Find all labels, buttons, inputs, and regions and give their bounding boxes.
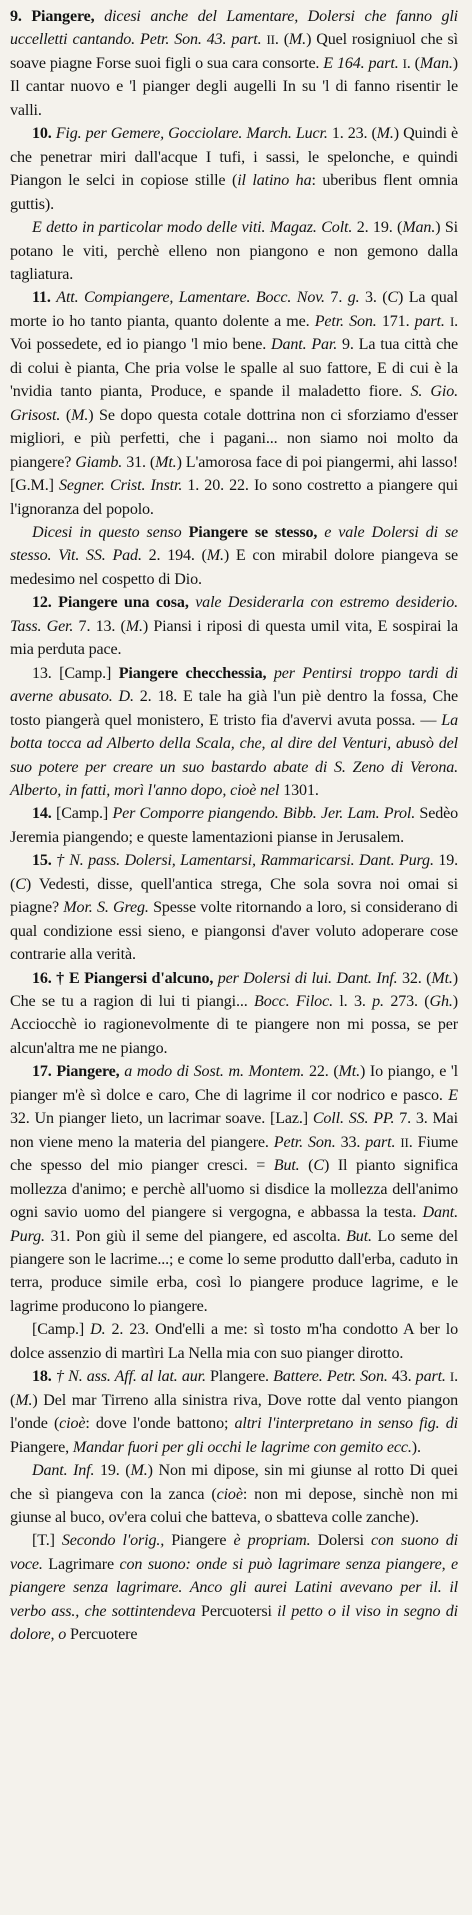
text-run: 33. [340, 1133, 366, 1151]
text-run: part. [414, 312, 450, 330]
text-run: : dove l'onde battono; [85, 1415, 235, 1433]
text-run: 12. Piangere una cosa, [32, 594, 196, 612]
text-run: Mt. [431, 969, 453, 987]
text-run: . Fiume che spesso del mio pianger cresci. = [10, 1133, 462, 1175]
text-run: ) Quindi è che penetrar miri dall'acque I tufi, i sassi, le spelonche, e quindi Piangon le selci in copiose stille ( [10, 125, 462, 190]
text-run: I [402, 55, 407, 71]
text-run: Petr. Son. [314, 312, 382, 330]
text-run: Dicesi in questo senso [32, 523, 189, 541]
text-run: . ( [274, 31, 289, 49]
text-run: part. [365, 1133, 401, 1151]
text-run: I [449, 313, 455, 329]
text-run: 10. [32, 125, 56, 143]
text-run: ) Io piango, e 'l pianger m'è sì dolce e caro, Che di lagrime il cor nodrico e pasco. [10, 1063, 462, 1104]
text-run: 22. ( [308, 1063, 339, 1081]
text-run: è propriam. [233, 1532, 318, 1550]
text-run: Man. [402, 219, 436, 237]
text-run: : non mi depose, sinchè non mi giunse al buco, ov'era colui che batteva, o sbatteva colle zanche). [10, 1485, 462, 1526]
text-run: M. [206, 547, 224, 565]
entry-section [10, 802, 462, 849]
text-run: ( [299, 1157, 314, 1175]
text-run: 9. La tua città che di colui è pianta, Che pria volse le spalle al suo fattore, E di cui è la 'nvidia tanto pianta, Produce, e spande il maladetto fiore. [10, 336, 462, 401]
entry-section [10, 591, 462, 661]
text-run: Percuotersi [201, 1602, 278, 1620]
text-run: M. [376, 125, 394, 143]
text-run: a modo di Sost. m. Montem. [124, 1063, 309, 1081]
text-run: Plangere. [209, 1368, 274, 1386]
text-run: Giamb. [75, 453, 123, 471]
entry-section [10, 1060, 462, 1318]
text-run: 2. 18. E tale ha già l'un piè dentro la fossa, Che tosto piangerà quel monistero, E tristo fia d'avervi avuta possa. — [10, 688, 462, 729]
text-run: [Camp.] [55, 805, 113, 823]
text-run: ). [411, 1438, 421, 1456]
text-run: Gh. [429, 993, 453, 1011]
text-run: M. [15, 1391, 33, 1409]
text-run: 19. ( [10, 852, 462, 893]
text-run: . ( [10, 1368, 462, 1409]
text-run: 13. [Camp.] [32, 664, 119, 682]
entry-section [10, 967, 462, 1061]
entry-section [10, 849, 462, 966]
text-run: Battere. Petr. Son. [273, 1368, 392, 1386]
text-run: cioè [216, 1485, 243, 1503]
entry-section [10, 1365, 462, 1459]
text-run: Mor. S. Greg. [63, 899, 149, 917]
text-run: . Voi possedete, ed io piango 'l mio bene. [10, 312, 462, 354]
text-run: II [266, 32, 275, 48]
text-run: per Dolersi di lui. Dant. Inf. [217, 969, 402, 987]
text-run: Piangere, [10, 1438, 73, 1456]
text-run: ) Il pianto significa mollezza d'animo; e perchè all'uomo si disdice la mollezza dell'animo ogni savio uomo del piangere si vergogna, e abbassa la testa. [10, 1157, 462, 1222]
text-run: 32. Un pianger lieto, un lacrimar soave. [Laz.] [10, 1110, 313, 1128]
text-run: . ( [406, 54, 420, 72]
text-run: Mt. [338, 1063, 360, 1081]
text-run: ) E con mirabil dolore piangeva se medesimo nel cospetto di Dio. [10, 547, 462, 588]
text-run: con suono: onde si può lagrimare senza piangere, e piangere senza lagrimare. Anco gli aurei Latini avevano per il. il verbo ass., che sottintendeva [10, 1555, 462, 1620]
text-run: S. Gio. Grisost. [10, 383, 462, 424]
text-run: [Camp.] [32, 1321, 91, 1339]
text-run: But. [273, 1157, 300, 1175]
text-run: E detto in particolar modo delle viti. Magaz. Colt. [32, 219, 357, 237]
text-run: dicesi anche del Lamentare, Dolersi che fanno gli uccelletti cantando. Petr. Son. 43. part. [10, 8, 462, 49]
text-run: † N. ass. Aff. al lat. aur. [55, 1368, 210, 1386]
text-run: 2. 194. ( [148, 547, 207, 565]
text-run: Secondo l'orig., [61, 1532, 172, 1550]
text-run: M. [130, 1462, 148, 1480]
text-run: ) Piansi i riposi di questa umil vita, E sospirai la mia perduta pace. [10, 617, 462, 659]
text-run: altri l'interpretano in senso fig. di [234, 1415, 462, 1433]
text-run: 2. 19. ( [356, 219, 403, 237]
text-run: Sedèo Jeremia piangendo; e queste lamentazioni pianse in Jerusalem. [10, 805, 462, 846]
text-run: cioè [59, 1415, 86, 1433]
entry-section [10, 216, 462, 286]
text-run: 171. [381, 312, 415, 330]
text-run: Dant. Par. [271, 336, 343, 354]
text-run: 7. 3. Mai non viene meno la materia del piangere. [10, 1110, 462, 1151]
text-run: 32. ( [402, 969, 432, 987]
text-run: ) Non mi dipose, sin mi giunse al rotto Di quei che sì piangeva con la zanca ( [10, 1462, 462, 1503]
text-run: Piangere se stesso, [188, 523, 325, 541]
text-run: p. [372, 993, 391, 1011]
text-run: C [387, 289, 399, 307]
text-run: ) Se dopo questa cotale dottrina non ci sforziamo d'esser migliori, e più perfetti, che i pagani... non siamo noi molto da piangere? [10, 406, 462, 471]
text-run: 273. ( [390, 993, 430, 1011]
text-run: Spesse volte ritornando a loro, si considerano di qual condizione essi sieno, e piangonsi d'aver voluto adoperare cose contrarie alla verità. [10, 899, 462, 964]
text-run: l. 3. [339, 993, 373, 1011]
text-run: † N. pass. Dolersi, Lamentarsi, Rammaricarsi. Dant. Purg. [56, 852, 439, 870]
text-run: Coll. SS. PP. [312, 1110, 400, 1128]
text-run: per Pentirsi troppo tardi di averne abusato. D. [10, 664, 462, 706]
text-run: ) Quel rosigniuol che sì soave piagne Forse suoi figli o sua cara consorte. [10, 31, 462, 72]
text-run: il petto o il viso in segno di dolore, o [10, 1602, 462, 1644]
text-run: ) La qual morte io ho tanto pianta, quanto dolente a me. [10, 289, 462, 330]
text-run: ) Vedesti, disse, quell'antica strega, Che sola sovra noi omai si piagne? [10, 875, 462, 917]
text-run: 43. [391, 1368, 416, 1386]
text-run: ) Del mar Tirreno alla sinistra riva, Dove rotte dal vento piangon l'onde ( [10, 1391, 462, 1433]
entry-section [10, 1529, 462, 1646]
text-run: Piangersi d'alcuno, [84, 969, 218, 987]
text-run: C [15, 875, 26, 893]
text-run: ) Si potano le viti, perchè elleno non piangono e non gemono dalla tagliatura. [10, 219, 462, 283]
text-run: Bocc. Filoc. [254, 993, 340, 1011]
text-run: Dant. Inf. [32, 1462, 100, 1480]
text-run: g. [347, 289, 365, 307]
text-run: La botta tocca ad Alberto della Scala, che, al dire del Venturi, abusò del suo potere per creare un suo bastardo abate di S. Zeno di Verona. Alberto, in fatti, morì l'anno dopo, cioè nel [10, 711, 462, 799]
text-run: 19. ( [100, 1462, 131, 1480]
text-run: 31. ( [122, 453, 156, 471]
text-run: 7. [330, 289, 348, 307]
text-run: But. [346, 1227, 372, 1245]
entry-section [10, 521, 462, 591]
text-run: e vale Dolersi di se stesso. Vit. SS. Pad. [10, 523, 462, 565]
text-run: Petr. Son. [273, 1133, 341, 1151]
text-run: 15. [32, 852, 57, 870]
text-run: ) Acciocchè io ragionevolmente di te piangere non mi possa, se per alcun'altra me ne piango. [10, 993, 462, 1057]
text-run: ) Che se tu a ragion di lui ti piangi... [10, 969, 462, 1011]
text-run: Segner. Crist. Instr. [58, 477, 188, 495]
text-run: M. [125, 617, 143, 635]
entry-section [10, 122, 462, 216]
text-run: C [313, 1157, 324, 1175]
text-run: Percuotere [70, 1626, 138, 1644]
text-run: vale Desiderarla con estremo desiderio. Tass. Ger. [10, 594, 462, 635]
text-run: M. [71, 406, 89, 424]
text-run: 17. Piangere, [32, 1063, 125, 1081]
text-run: Dolersi [317, 1532, 372, 1550]
entry-section [10, 1318, 462, 1365]
text-run: Lo seme del piangere son le lacrime...; e come lo seme produtto dall'erba, caduto in terra, produce simile erba, così lo piangere produce lagrime, e le lagrime producono lo piangere. [10, 1227, 462, 1315]
text-run: 9. Piangere, [10, 8, 105, 25]
text-run: D. [90, 1321, 112, 1339]
dictionary-entry-piangere [10, 5, 462, 1647]
text-run: 1301. [283, 781, 319, 799]
text-run: 31. Pon giù il seme del piangere, ed ascolta. [50, 1227, 347, 1245]
text-run: ) L'amorosa face di poi piangermi, ahi lasso! [G.M.] [10, 453, 462, 495]
text-run: 7. 13. ( [78, 617, 126, 635]
text-run: 1. 23. ( [331, 125, 377, 143]
text-run: Per Comporre piangendo. Bibb. Jer. Lam. Prol. [112, 805, 420, 823]
text-run: 14. [32, 805, 56, 823]
text-run: Mt. [155, 453, 177, 471]
text-run: il latino ha [237, 172, 312, 190]
text-run: 16. † E [32, 969, 85, 987]
text-run: I [449, 1369, 455, 1385]
text-run: ) Il cantar nuovo e 'l pianger degli augelli In su 'l di fanno risentir le valli. [10, 54, 462, 119]
text-run: [T.] [32, 1532, 62, 1550]
text-run: E [448, 1086, 462, 1104]
text-run: Man. [419, 54, 453, 72]
text-run: M. [288, 31, 307, 49]
entry-section [10, 286, 462, 521]
text-run: Att. Compiangere, Lamentare. Bocc. Nov. [56, 289, 331, 307]
text-run: 2. 23. Ond'elli a me: sì tosto m'ha condotto A ber lo dolce assenzio di martìri La Nella mia con suo pianger dirotto. [10, 1321, 462, 1362]
entry-section [10, 662, 462, 803]
entry-section [10, 1459, 462, 1529]
text-run: Lagrimare [48, 1555, 120, 1573]
text-run: Piangere [171, 1532, 234, 1550]
entry-section [10, 5, 462, 122]
text-run: Piangere checchessia, [118, 664, 274, 682]
text-run: Dant. Purg. [10, 1204, 462, 1245]
text-run: 11. [32, 289, 57, 307]
text-run: II [400, 1134, 409, 1150]
text-run: part. [415, 1368, 450, 1386]
text-run: : uberibus flent omnia guttis). [10, 172, 462, 213]
text-run: 1. 20. 22. Io sono costretto a piangere qui l'ignoranza del popolo. [10, 477, 462, 518]
text-run: ( [60, 406, 72, 424]
text-run: Fig. per Gemere, Gocciolare. March. Lucr. [55, 125, 332, 143]
text-run: E 164. part. [323, 54, 403, 72]
text-run: con suono di voce. [10, 1532, 462, 1573]
text-run: 18. [32, 1368, 56, 1386]
text-run: 3. ( [364, 289, 388, 307]
text-run: Mandar fuori per gli occhi le lagrime con gemito ecc. [72, 1438, 412, 1456]
